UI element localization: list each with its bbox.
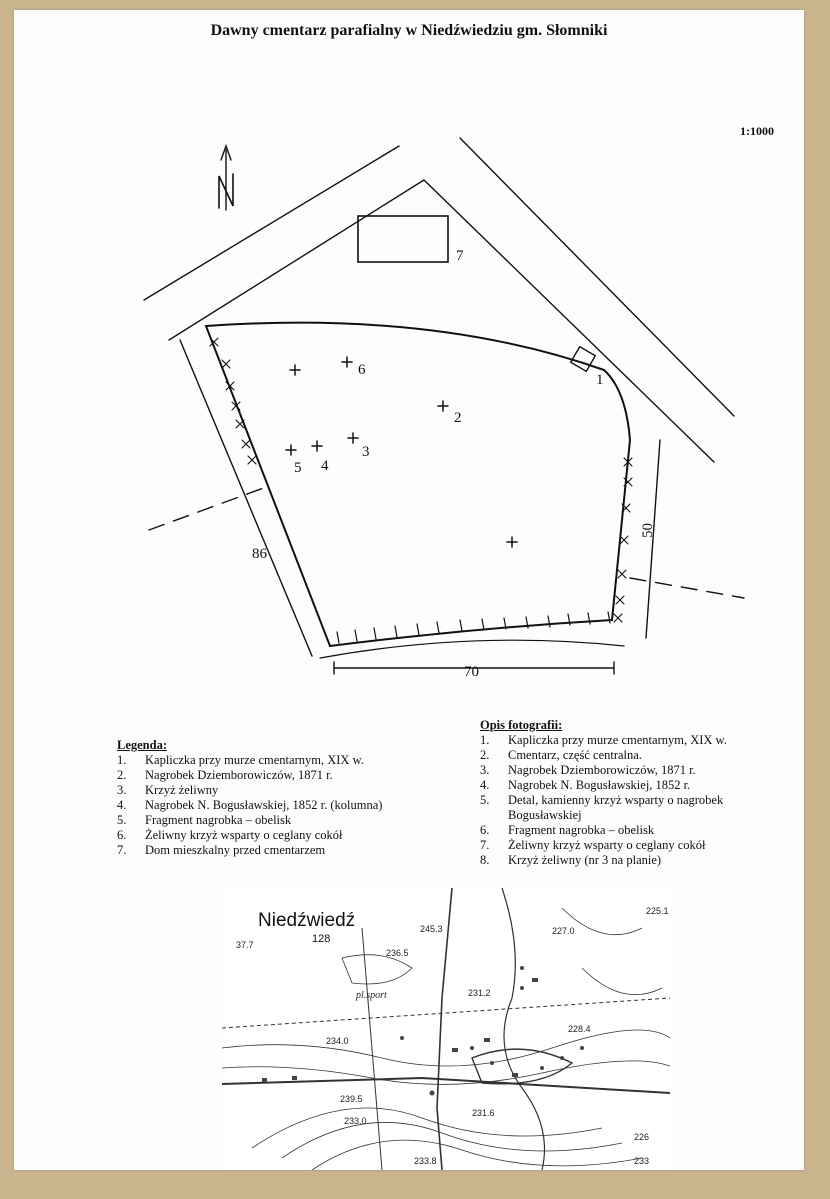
grave-markers: [286, 357, 517, 547]
map-elevation: 239.5: [340, 1094, 363, 1104]
map-elevation: 225.1: [646, 906, 669, 916]
legend-item: 5. Fragment nagrobka – obelisk: [117, 813, 292, 827]
photo-item: 4. Nagrobek N. Bogusławskiej, 1852 r.: [480, 778, 691, 792]
dimension-bottom-label: 70: [464, 664, 479, 680]
north-arrow-icon: [219, 146, 233, 210]
marker-3: 3: [362, 444, 370, 460]
scale-label: 1:1000: [740, 124, 774, 138]
map-elevation: 233.8: [414, 1156, 437, 1166]
legend-item: 7. Dom mieszkalny przed cmentarzem: [117, 843, 326, 857]
map-elevation: 233: [634, 1156, 650, 1166]
cemetery-boundary: [206, 323, 630, 646]
legend-item: 3. Krzyż żeliwny: [117, 783, 219, 797]
map-elevation: 228.4: [568, 1024, 591, 1034]
map-elevation: 231.6: [472, 1108, 495, 1118]
map-elevation: 245.3: [420, 924, 443, 934]
map-elevation: 226: [634, 1132, 650, 1142]
marker-1: 1: [596, 372, 604, 388]
photo-item: 6. Fragment nagrobka – obelisk: [480, 823, 655, 837]
map-elevation: 37.7: [236, 940, 254, 950]
map-elevation: 234.0: [326, 1036, 349, 1046]
map-elevation: 233.0: [344, 1116, 367, 1126]
map-pl-sport: pl.sport: [356, 990, 387, 1001]
photo-item: 8. Krzyż żeliwny (nr 3 na planie): [480, 853, 662, 867]
legend-item: 4. Nagrobek N. Bogusławskiej, 1852 r. (kolumna): [117, 798, 383, 812]
road-line: [169, 180, 424, 340]
road-line: [144, 146, 399, 300]
photo-item: 2. Cmentarz, część centralna.: [480, 748, 642, 762]
house-7: [358, 216, 448, 262]
chapel-1: [571, 347, 596, 372]
map-town-number: 128: [312, 933, 331, 945]
map-town-name: Niedźwiedź: [258, 910, 356, 931]
page-title: Dawny cmentarz parafialny w Niedźwiedziu gm. Słomniki: [210, 22, 608, 39]
marker-6: 6: [358, 362, 366, 378]
dimension-right-label: 50: [640, 523, 656, 538]
road-line: [424, 180, 714, 462]
photo-item: 1. Kapliczka przy murze cmentarnym, XIX w.: [480, 733, 727, 747]
photo-item: 5. Detal, kamienny krzyż wsparty o nagrobek Bogusławskiej: [480, 793, 724, 822]
dimension-left: [180, 340, 312, 656]
cemetery-plan: [14, 10, 804, 730]
legend-item: 1. Kapliczka przy murze cmentarnym, XIX w.: [117, 753, 364, 767]
dimension-right: [646, 440, 660, 638]
document-page: [14, 10, 804, 1170]
map-elevation: 236.5: [386, 948, 409, 958]
marker-5: 5: [294, 460, 302, 476]
legend-item: 6. Żeliwny krzyż wsparty o ceglany cokół: [117, 828, 343, 842]
legend: [117, 738, 437, 858]
dimension-left-label: 86: [252, 546, 267, 562]
topographic-map: [222, 888, 670, 1170]
marker-7: 7: [456, 248, 464, 264]
marker-4: 4: [321, 458, 329, 474]
legend-item: 2. Nagrobek Dziemborowiczów, 1871 r.: [117, 768, 333, 782]
photos-heading: Opis fotografii:: [480, 718, 563, 732]
map-elevation: 227.0: [552, 926, 575, 936]
photo-item: 3. Nagrobek Dziemborowiczów, 1871 r.: [480, 763, 696, 777]
photo-item: 7. Żeliwny krzyż wsparty o ceglany cokół: [480, 838, 706, 852]
map-elevation: 231.2: [468, 988, 491, 998]
photo-description: [480, 718, 780, 868]
legend-heading: Legenda:: [117, 738, 167, 752]
marker-2: 2: [454, 410, 462, 426]
